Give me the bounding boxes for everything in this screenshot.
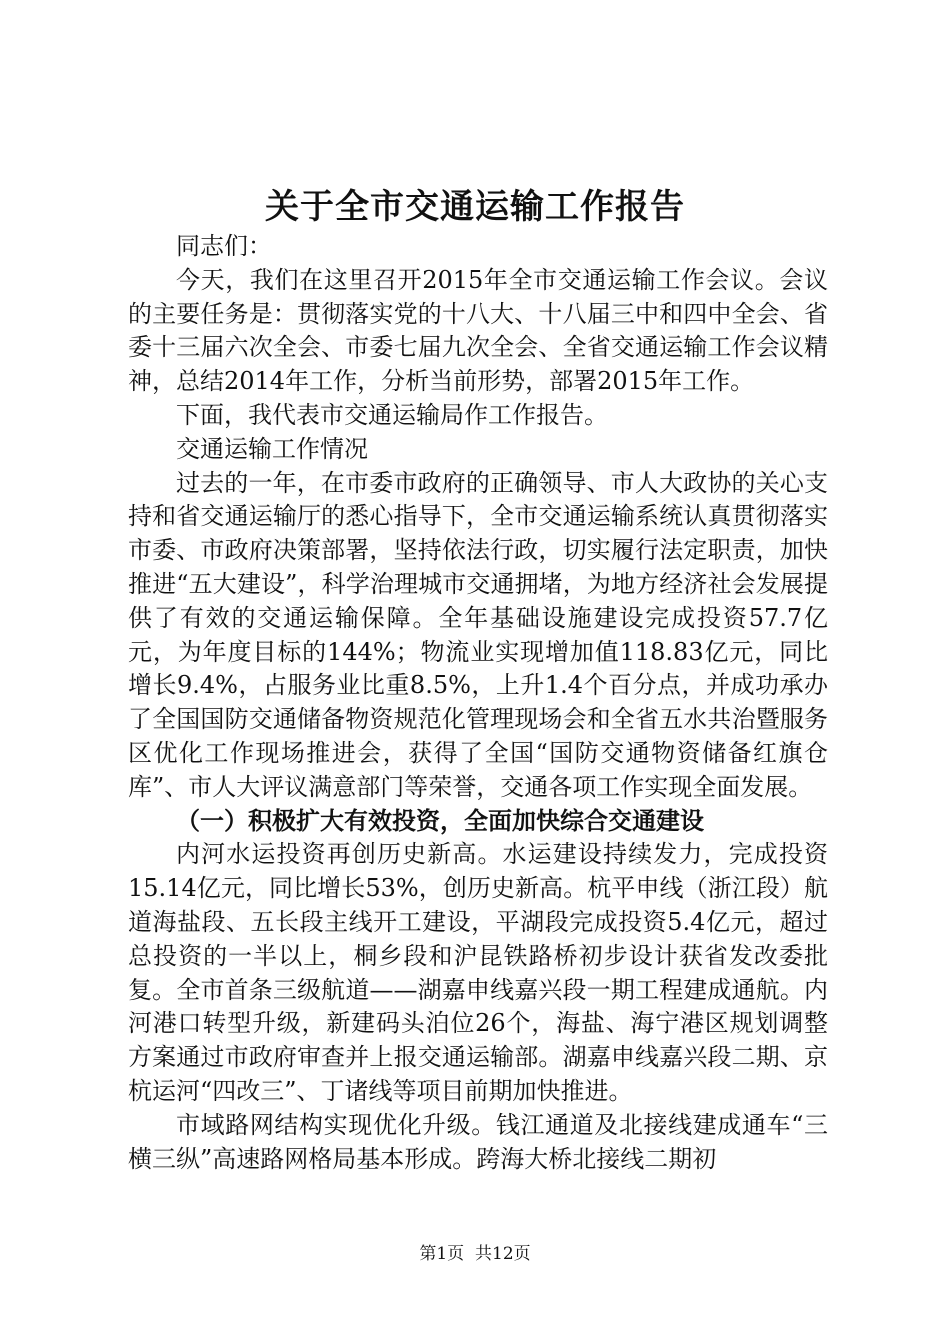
section-heading-1: （一）积极扩大有效投资，全面加快综合交通建设	[176, 806, 704, 835]
paragraph-waterway: 内河水运投资再创历史新高。水运建设持续发力，完成投资15.14亿元，同比增长53%，创历史新高。杭平申线（浙江段）航道海盐段、五长段主线开工建设，平湖段完成投资5.4亿元，超过总投资的一半以上，桐乡段和沪昆铁路桥初步设计获省发改委批复。全市首条三级航道——湖嘉申线嘉兴段一期工程建成通航。内河港口转型升级，新建码头泊位26个，海盐、海宁港区规划调整方案通过市政府审查并上报交通运输部。湖嘉申线嘉兴段二期、京杭运河“四改三”、丁诸线等项目前期加快推进。	[128, 840, 828, 1105]
page-number: 第1页	[419, 1244, 465, 1264]
paragraph-intro: 今天，我们在这里召开2015年全市交通运输工作会议。会议的主要任务是：贯彻落实党的十八大、十八届三中和四中全会、省委十三届六次全会、市委七届九次全会、全省交通运输工作会议精神，总结2014年工作，分析当前形势，部署2015年工作。	[128, 265, 828, 396]
page-footer	[0, 1242, 950, 1266]
salutation: 同志们：	[176, 232, 272, 260]
document-body	[128, 230, 828, 1176]
document-title: 关于全市交通运输工作报告	[265, 187, 685, 227]
page-total: 共12页	[475, 1244, 531, 1264]
paragraph-road-network: 市域路网结构实现优化升级。钱江通道及北接线建成通车“三横三纵”高速路网格局基本形成。跨海大桥北接线二期初	[128, 1110, 828, 1173]
paragraph-report-statement: 下面，我代表市交通运输局作工作报告。	[176, 400, 608, 429]
section-label: 交通运输工作情况	[176, 434, 368, 463]
paragraph-summary: 过去的一年，在市委市政府的正确领导、市人大政协的关心支持和省交通运输厅的悉心指导下，全市交通运输系统认真贯彻落实市委、市政府决策部署，坚持依法行政，切实履行法定职责，加快推进“五大建设”，科学治理城市交通拥堵，为地方经济社会发展提供了有效的交通运输保障。全年基础设施建设完成投资57.7亿元，为年度目标的144%；物流业实现增加值118.83亿元，同比增长9.4%，占服务业比重8.5%，上升1.4个百分点，并成功承办了全国国防交通储备物资规范化管理现场会和全省五水共治暨服务区优化工作现场推进会，获得了全国“国防交通物资储备红旗仓库”、市人大评议满意部门等荣誉，交通各项工作实现全面发展。	[128, 468, 828, 801]
